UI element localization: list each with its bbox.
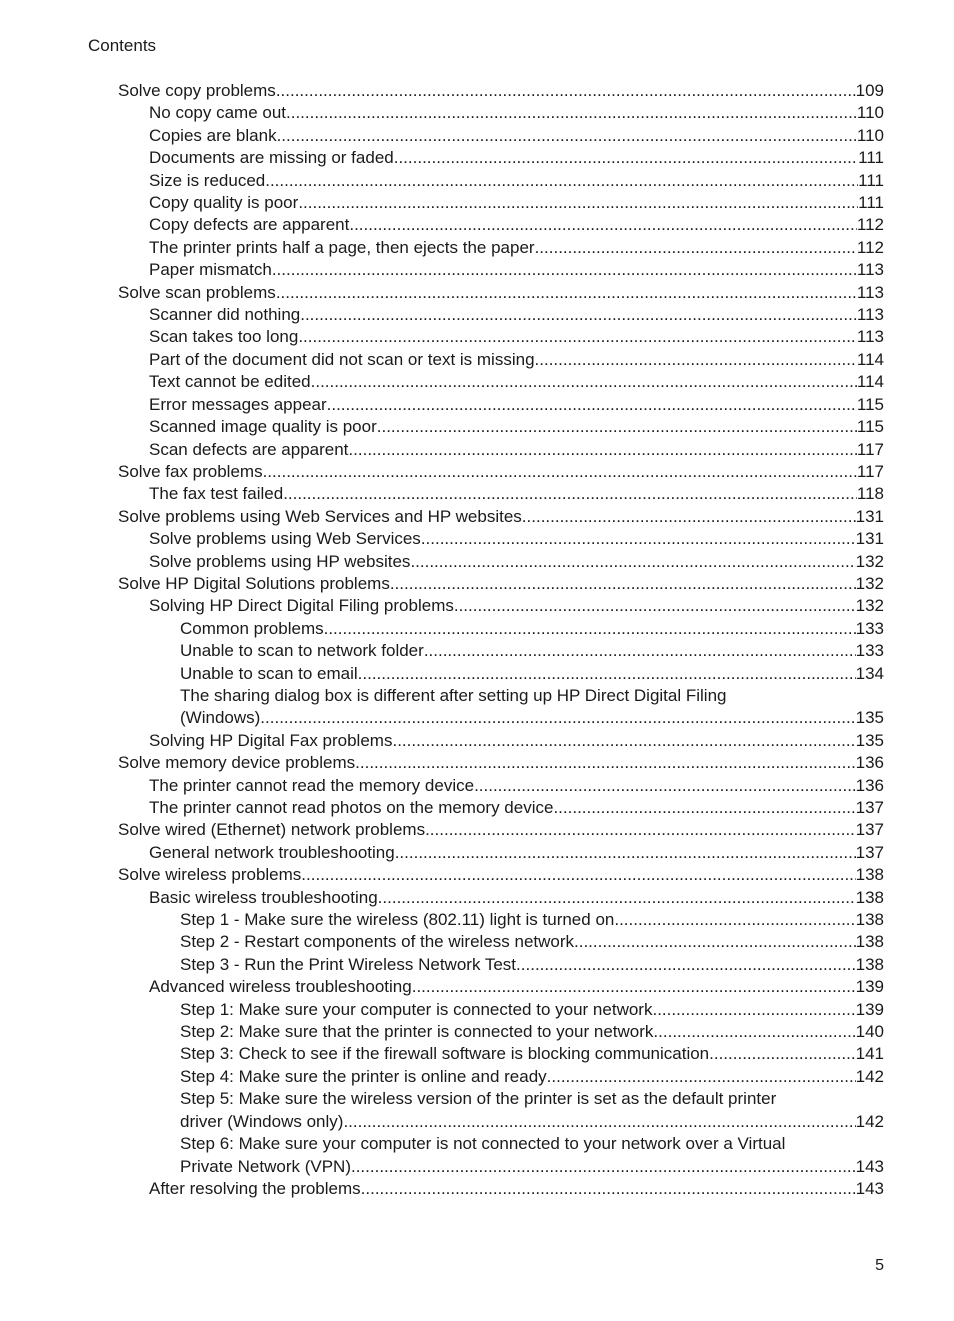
toc-entry[interactable] bbox=[0, 214, 954, 236]
toc-entry-page-number: 134 bbox=[855, 663, 884, 683]
toc-entry-title: General network troubleshooting bbox=[149, 842, 395, 862]
toc-entry-title-first-line: Step 5: Make sure the wireless version of the printer is set as the default printer bbox=[180, 1089, 777, 1109]
toc-entry[interactable] bbox=[0, 819, 954, 841]
toc-entry-line bbox=[149, 1178, 884, 1200]
dot-leader bbox=[474, 775, 856, 797]
dot-leader bbox=[343, 1111, 855, 1133]
toc-entry-page-number: 109 bbox=[855, 81, 884, 100]
toc-entry-title: Unable to scan to email bbox=[180, 663, 358, 683]
toc-entry-title: Scanned image quality is poor bbox=[149, 417, 377, 437]
toc-entry[interactable] bbox=[0, 394, 954, 416]
toc-entry-title: Solve scan problems bbox=[118, 282, 276, 302]
toc-entry-page-number: 111 bbox=[858, 148, 884, 168]
toc-entry[interactable] bbox=[0, 304, 954, 326]
toc-entry-line bbox=[149, 304, 884, 326]
toc-entry-page-number: 132 bbox=[855, 573, 884, 593]
dot-leader bbox=[348, 439, 856, 461]
dot-leader bbox=[614, 909, 855, 931]
page-number: 5 bbox=[875, 1257, 884, 1274]
toc-entry[interactable] bbox=[0, 551, 954, 573]
dot-leader bbox=[361, 1178, 856, 1200]
dot-leader bbox=[276, 80, 856, 102]
toc-entry-title: Scan takes too long bbox=[149, 327, 299, 347]
dot-leader bbox=[277, 125, 857, 147]
toc-entry-title: Solve memory device problems bbox=[118, 753, 356, 773]
toc-entry-title: Step 2: Make sure that the printer is connected to your network bbox=[180, 1022, 654, 1042]
toc-entry-line bbox=[149, 394, 884, 416]
toc-entry-title: The printer cannot read the memory device bbox=[149, 775, 475, 795]
dot-leader bbox=[425, 819, 856, 841]
toc-entry-title: Solve fax problems bbox=[118, 461, 263, 481]
dot-leader bbox=[410, 551, 855, 573]
toc-entry[interactable] bbox=[0, 80, 954, 102]
toc-entry-line bbox=[180, 909, 884, 931]
toc-entry-title: Solve problems using HP websites bbox=[149, 551, 411, 571]
toc-entry-page-number: 131 bbox=[855, 506, 884, 526]
toc-entry-line bbox=[180, 707, 884, 729]
toc-entry-page-number: 111 bbox=[858, 170, 884, 190]
toc-entry[interactable] bbox=[0, 730, 954, 752]
toc-entry[interactable] bbox=[0, 326, 954, 348]
toc-entry-line bbox=[180, 640, 884, 662]
toc-entry-page-number: 133 bbox=[855, 618, 884, 638]
toc-entry-line bbox=[149, 237, 884, 259]
toc-entry-line bbox=[149, 797, 884, 819]
toc-entry-line bbox=[149, 147, 884, 169]
dot-leader bbox=[276, 282, 857, 304]
dot-leader bbox=[394, 147, 858, 169]
dot-leader bbox=[652, 999, 855, 1021]
toc-entry-title: Size is reduced bbox=[149, 170, 266, 190]
toc-entry-line bbox=[149, 192, 884, 214]
toc-entry-page-number: 113 bbox=[856, 260, 884, 280]
toc-entry[interactable] bbox=[0, 170, 954, 192]
toc-entry-title: Paper mismatch bbox=[149, 260, 272, 280]
toc-entry-title: Solve wired (Ethernet) network problems bbox=[118, 820, 426, 840]
dot-leader bbox=[298, 326, 857, 348]
toc-entry-title: The printer prints half a page, then ejects the paper bbox=[149, 237, 535, 257]
dot-leader bbox=[324, 618, 856, 640]
dot-leader bbox=[377, 416, 857, 438]
toc-entry[interactable] bbox=[0, 1133, 954, 1178]
dot-leader bbox=[349, 214, 857, 236]
toc-entry-page-number: 142 bbox=[855, 1066, 884, 1086]
toc-entry[interactable] bbox=[0, 416, 954, 438]
toc-entry-page-number: 138 bbox=[855, 910, 884, 930]
toc-entry-line bbox=[180, 999, 884, 1021]
toc-entry-line bbox=[149, 416, 884, 438]
toc-entry-page-number: 114 bbox=[856, 372, 884, 392]
toc-entry-title: driver (Windows only) bbox=[180, 1111, 344, 1131]
dot-leader bbox=[535, 237, 857, 259]
toc-entry-title: After resolving the problems bbox=[149, 1178, 361, 1198]
toc-entry-line bbox=[180, 1066, 884, 1088]
toc-entry-page-number: 137 bbox=[855, 798, 884, 817]
dot-leader bbox=[283, 483, 857, 505]
dot-leader bbox=[454, 595, 856, 617]
toc-entry[interactable] bbox=[0, 483, 954, 505]
toc-entry-page-number: 143 bbox=[855, 1156, 884, 1176]
dot-leader bbox=[378, 887, 856, 909]
toc-entry[interactable] bbox=[0, 1066, 954, 1088]
dot-leader bbox=[265, 170, 858, 192]
toc-entry-title: Step 1: Make sure your computer is connected to your network bbox=[180, 999, 653, 1019]
toc-entry-page-number: 137 bbox=[855, 842, 884, 862]
dot-leader bbox=[390, 573, 856, 595]
toc-entry-page-number: 110 bbox=[856, 125, 884, 145]
toc-entry[interactable] bbox=[0, 618, 954, 640]
toc-entry-title: Scanner did nothing bbox=[149, 305, 301, 325]
toc-entry[interactable] bbox=[0, 192, 954, 214]
toc-entry-line bbox=[149, 214, 884, 236]
toc-entry-line bbox=[149, 349, 884, 371]
toc-entry-page-number: 137 bbox=[855, 820, 884, 840]
toc-entry-title: Private Network (VPN) bbox=[180, 1156, 351, 1176]
dot-leader bbox=[263, 461, 857, 483]
toc-entry-line bbox=[149, 439, 884, 461]
toc-entry-line bbox=[149, 842, 884, 864]
toc-entry-page-number: 115 bbox=[856, 417, 884, 437]
toc-entry-page-number: 135 bbox=[855, 730, 884, 750]
toc-entry-title: Common problems bbox=[180, 618, 324, 638]
table-of-contents bbox=[0, 80, 954, 1200]
dot-leader bbox=[351, 1156, 856, 1178]
toc-entry-title: Scan defects are apparent bbox=[149, 439, 349, 459]
dot-leader bbox=[392, 730, 855, 752]
toc-entry[interactable] bbox=[0, 931, 954, 953]
toc-entry-title-first-line: The sharing dialog box is different after setting up HP Direct Digital Filing bbox=[180, 685, 727, 705]
toc-entry[interactable] bbox=[0, 797, 954, 819]
toc-entry-line bbox=[118, 506, 884, 528]
toc-entry[interactable] bbox=[0, 102, 954, 124]
toc-entry-title: The printer cannot read photos on the memory device bbox=[149, 798, 554, 817]
toc-entry[interactable] bbox=[0, 573, 954, 595]
toc-entry-page-number: 112 bbox=[856, 215, 884, 235]
toc-entry-title: Solving HP Digital Fax problems bbox=[149, 730, 393, 750]
toc-entry[interactable] bbox=[0, 1043, 954, 1065]
toc-entry-line bbox=[149, 528, 884, 550]
toc-entry-line bbox=[149, 326, 884, 348]
toc-entry-page-number: 113 bbox=[856, 282, 884, 302]
toc-entry-page-number: 136 bbox=[855, 775, 884, 795]
toc-entry-line bbox=[180, 931, 884, 953]
toc-entry-line bbox=[118, 282, 884, 304]
toc-entry-title: Documents are missing or faded bbox=[149, 148, 394, 168]
page-header: Contents bbox=[88, 36, 157, 55]
toc-entry-title: Solve wireless problems bbox=[118, 865, 302, 885]
toc-entry-title: Unable to scan to network folder bbox=[180, 641, 424, 661]
toc-entry-page-number: 114 bbox=[856, 349, 884, 369]
toc-entry[interactable] bbox=[0, 506, 954, 528]
toc-entry-line bbox=[149, 887, 884, 909]
toc-entry-title: Step 4: Make sure the printer is online and ready bbox=[180, 1066, 547, 1086]
toc-entry-line bbox=[149, 551, 884, 573]
toc-entry-page-number: 132 bbox=[855, 596, 884, 616]
dot-leader bbox=[421, 528, 856, 550]
toc-entry-title: Copy quality is poor bbox=[149, 193, 299, 213]
dot-leader bbox=[653, 1021, 855, 1043]
toc-entry-line bbox=[180, 618, 884, 640]
toc-entry-page-number: 117 bbox=[856, 461, 884, 481]
toc-entry-page-number: 138 bbox=[855, 887, 884, 907]
toc-entry-line bbox=[180, 663, 884, 685]
toc-entry-line bbox=[149, 259, 884, 281]
dot-leader bbox=[412, 976, 856, 998]
toc-entry-page-number: 139 bbox=[855, 977, 884, 997]
dot-leader bbox=[424, 640, 856, 662]
toc-entry-title: Solve problems using Web Services bbox=[149, 529, 421, 549]
dot-leader bbox=[535, 349, 857, 371]
toc-entry-page-number: 142 bbox=[855, 1111, 884, 1131]
toc-entry-page-number: 133 bbox=[855, 641, 884, 661]
toc-entry[interactable] bbox=[0, 237, 954, 259]
toc-entry-line bbox=[149, 595, 884, 617]
dot-leader bbox=[522, 506, 856, 528]
toc-entry[interactable] bbox=[0, 909, 954, 931]
toc-entry-page-number: 117 bbox=[856, 439, 884, 459]
toc-entry-line bbox=[118, 573, 884, 595]
toc-entry-title: Error messages appear bbox=[149, 394, 327, 414]
dot-leader bbox=[311, 371, 857, 393]
toc-entry-line bbox=[149, 976, 884, 998]
toc-entry-title: Copies are blank bbox=[149, 125, 277, 145]
toc-entry[interactable] bbox=[0, 282, 954, 304]
dot-leader bbox=[553, 797, 855, 819]
toc-entry-line bbox=[149, 102, 884, 124]
toc-entry[interactable] bbox=[0, 685, 954, 730]
dot-leader bbox=[298, 192, 858, 214]
toc-entry-line bbox=[180, 954, 884, 976]
toc-entry[interactable] bbox=[0, 752, 954, 774]
toc-entry-page-number: 138 bbox=[855, 954, 884, 974]
toc-entry-title-first-line: Step 6: Make sure your computer is not connected to your network over a Virtual bbox=[180, 1134, 786, 1154]
dot-leader bbox=[301, 864, 855, 886]
toc-entry-line bbox=[118, 864, 884, 886]
dot-leader bbox=[516, 954, 856, 976]
toc-entry-line bbox=[180, 1021, 884, 1043]
toc-entry-line bbox=[149, 483, 884, 505]
toc-entry-page-number: 138 bbox=[855, 865, 884, 885]
toc-entry[interactable] bbox=[0, 954, 954, 976]
toc-entry-page-number: 112 bbox=[856, 237, 884, 257]
toc-entry-title: Advanced wireless troubleshooting bbox=[149, 977, 412, 997]
toc-entry-title: Solve copy problems bbox=[118, 81, 276, 100]
toc-entry-title: Part of the document did not scan or text is missing bbox=[149, 349, 535, 369]
toc-entry-line bbox=[180, 1111, 884, 1133]
toc-entry-page-number: 143 bbox=[855, 1178, 884, 1198]
dot-leader bbox=[709, 1043, 855, 1065]
toc-entry-page-number: 118 bbox=[856, 484, 884, 504]
toc-entry[interactable] bbox=[0, 1088, 954, 1133]
toc-entry-page-number: 111 bbox=[858, 193, 884, 213]
dot-leader bbox=[574, 931, 856, 953]
dot-leader bbox=[547, 1066, 856, 1088]
toc-entry[interactable] bbox=[0, 775, 954, 797]
toc-entry[interactable] bbox=[0, 461, 954, 483]
toc-entry-page-number: 141 bbox=[855, 1044, 884, 1064]
toc-entry-title: Step 3: Check to see if the firewall software is blocking communication bbox=[180, 1044, 710, 1064]
toc-entry-page-number: 139 bbox=[855, 999, 884, 1019]
toc-entry[interactable] bbox=[0, 125, 954, 147]
toc-entry-page-number: 138 bbox=[855, 932, 884, 952]
dot-leader bbox=[286, 102, 857, 124]
toc-entry-line bbox=[180, 1043, 884, 1065]
dot-leader bbox=[395, 842, 856, 864]
toc-entry-title: Text cannot be edited bbox=[149, 372, 311, 392]
toc-entry-page-number: 131 bbox=[855, 529, 884, 549]
toc-entry-line bbox=[149, 730, 884, 752]
toc-entry-title: Solve problems using Web Services and HP websites bbox=[118, 506, 522, 526]
toc-entry-title: Copy defects are apparent bbox=[149, 215, 350, 235]
toc-entry[interactable] bbox=[0, 999, 954, 1021]
toc-entry-line bbox=[149, 371, 884, 393]
toc-entry[interactable] bbox=[0, 976, 954, 998]
toc-entry-title: Basic wireless troubleshooting bbox=[149, 887, 378, 907]
toc-entry[interactable] bbox=[0, 439, 954, 461]
toc-entry-title: Solve HP Digital Solutions problems bbox=[118, 573, 390, 593]
toc-entry-page-number: 113 bbox=[856, 305, 884, 325]
toc-entry-page-number: 115 bbox=[856, 394, 884, 414]
toc-entry[interactable] bbox=[0, 371, 954, 393]
toc-entry[interactable] bbox=[0, 842, 954, 864]
dot-leader bbox=[260, 707, 855, 729]
toc-entry[interactable] bbox=[0, 528, 954, 550]
toc-entry[interactable] bbox=[0, 147, 954, 169]
toc-entry-page-number: 132 bbox=[855, 551, 884, 571]
toc-entry-page-number: 136 bbox=[855, 753, 884, 773]
toc-entry-line bbox=[180, 1156, 884, 1178]
toc-entry-title: (Windows) bbox=[180, 708, 261, 728]
toc-entry[interactable] bbox=[0, 640, 954, 662]
dot-leader bbox=[327, 394, 857, 416]
toc-entry-page-number: 140 bbox=[855, 1022, 884, 1042]
toc-entry-title: The fax test failed bbox=[149, 484, 284, 504]
dot-leader bbox=[355, 752, 855, 774]
toc-entry-line bbox=[118, 80, 884, 102]
toc-entry-title: No copy came out bbox=[149, 103, 287, 123]
toc-entry[interactable] bbox=[0, 887, 954, 909]
dot-leader bbox=[272, 259, 857, 281]
toc-entry[interactable] bbox=[0, 595, 954, 617]
dot-leader bbox=[300, 304, 857, 326]
toc-entry[interactable] bbox=[0, 864, 954, 886]
toc-entry-title: Solving HP Direct Digital Filing problems bbox=[149, 596, 454, 616]
toc-entry-page-number: 110 bbox=[856, 103, 884, 123]
toc-entry-line bbox=[149, 170, 884, 192]
toc-entry-page-number: 113 bbox=[856, 327, 884, 347]
dot-leader bbox=[358, 663, 856, 685]
toc-entry-title: Step 1 - Make sure the wireless (802.11) light is turned on bbox=[180, 910, 615, 930]
toc-entry-title: Step 3 - Run the Print Wireless Network Test bbox=[180, 954, 517, 974]
toc-entry[interactable] bbox=[0, 1021, 954, 1043]
toc-entry-line bbox=[149, 125, 884, 147]
toc-entry-line bbox=[118, 752, 884, 774]
toc-entry-line bbox=[118, 461, 884, 483]
toc-entry[interactable] bbox=[0, 349, 954, 371]
toc-entry[interactable] bbox=[0, 1178, 954, 1200]
toc-entry[interactable] bbox=[0, 259, 954, 281]
toc-entry-line bbox=[149, 775, 884, 797]
toc-entry-page-number: 135 bbox=[855, 708, 884, 728]
toc-entry[interactable] bbox=[0, 663, 954, 685]
toc-entry-line bbox=[118, 819, 884, 841]
toc-entry-title: Step 2 - Restart components of the wireless network bbox=[180, 932, 575, 952]
